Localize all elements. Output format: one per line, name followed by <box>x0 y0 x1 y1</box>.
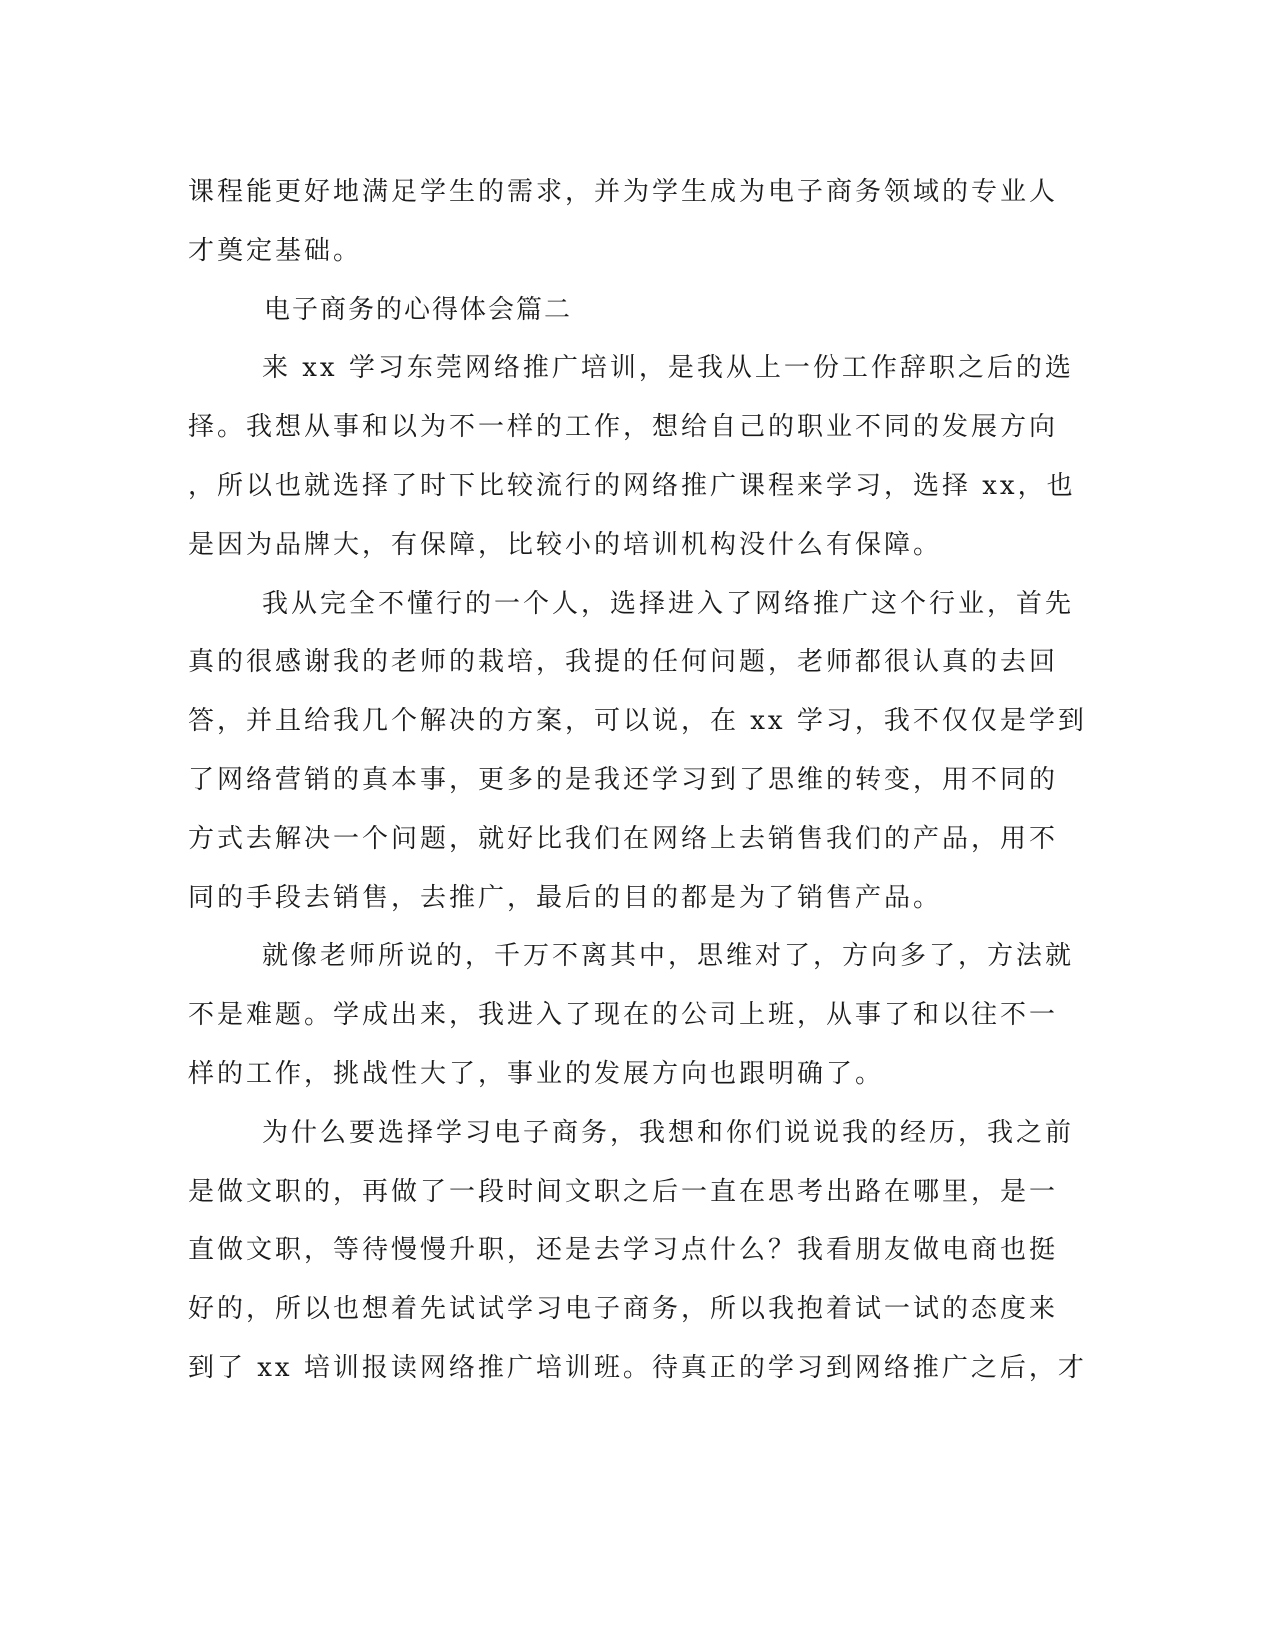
text-line: 样的工作，挑战性大了，事业的发展方向也跟明确了。 <box>188 1058 885 1089</box>
section-heading: 电子商务的心得体会篇二 <box>264 294 573 325</box>
document-body <box>188 163 1088 1398</box>
text-line: 才奠定基础。 <box>188 235 363 266</box>
text-line: 是做文职的，再做了一段时间文职之后一直在思考出路在哪里，是一 <box>188 1176 1059 1207</box>
text-line: 真的很感谢我的老师的栽培，我提的任何问题，老师都很认真的去回 <box>188 647 1059 678</box>
text-line: 方式去解决一个问题，就好比我们在网络上去销售我们的产品，用不 <box>188 823 1059 854</box>
paragraph-first-line: 来 xx 学习东莞网络推广培训，是我从上一份工作辞职之后的选 <box>262 353 1074 384</box>
text-line: 直做文职，等待慢慢升职，还是去学习点什么？我看朋友做电商也挺 <box>188 1235 1059 1266</box>
text-line: 答，并且给我几个解决的方案，可以说，在 xx 学习，我不仅仅是学到 <box>188 706 1087 737</box>
text-line: 到了 xx 培训报读网络推广培训班。待真正的学习到网络推广之后，才 <box>188 1352 1087 1383</box>
text-line: 了网络营销的真本事，更多的是我还学习到了思维的转变，用不同的 <box>188 764 1059 795</box>
text-line: ，所以也就选择了时下比较流行的网络推广课程来学习，选择 xx，也 <box>188 470 1076 501</box>
text-line: 课程能更好地满足学生的需求，并为学生成为电子商务领域的专业人 <box>188 177 1059 207</box>
text-line: 是因为品牌大，有保障，比较小的培训机构没什么有保障。 <box>188 529 943 560</box>
text-line: 同的手段去销售，去推广，最后的目的都是为了销售产品。 <box>188 882 943 913</box>
paragraph-first-line: 为什么要选择学习电子商务，我想和你们说说我的经历，我之前 <box>262 1117 1075 1148</box>
text-line: 好的，所以也想着先试试学习电子商务，所以我抱着试一试的态度来 <box>188 1294 1059 1325</box>
paragraph-first-line: 我从完全不懂行的一个人，选择进入了网络推广这个行业，首先 <box>262 588 1075 619</box>
paragraph-first-line: 就像老师所说的，千万不离其中，思维对了，方向多了，方法就 <box>262 941 1075 972</box>
text-line: 不是难题。学成出来，我进入了现在的公司上班，从事了和以往不一 <box>188 1000 1059 1031</box>
text-line: 择。我想从事和以为不一样的工作，想给自己的职业不同的发展方向 <box>188 412 1059 443</box>
